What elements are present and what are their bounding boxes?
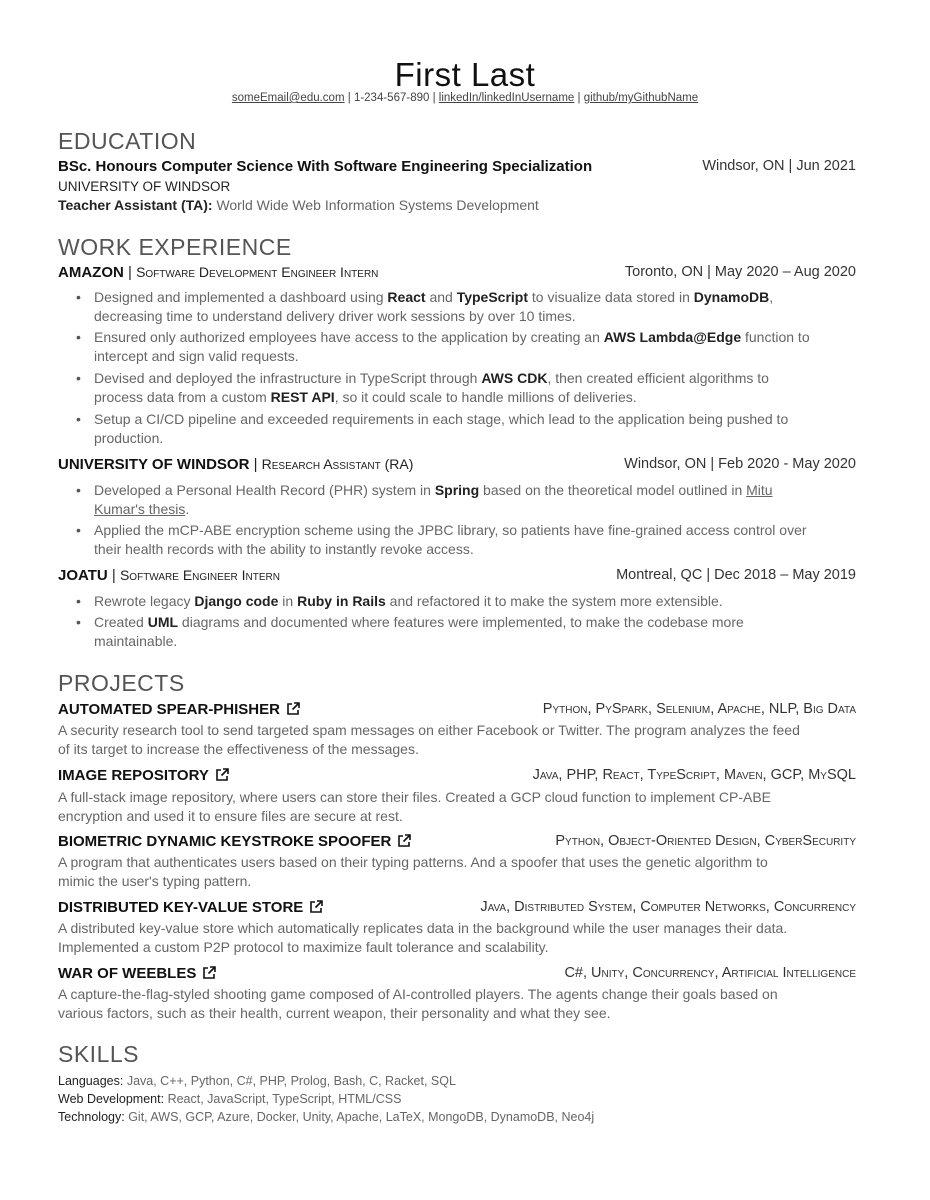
skill-line: Languages: Java, C++, Python, C#, PHP, Prolog, Bash, C, Racket, SQL — [58, 1074, 456, 1088]
job-role: Software Development Engineer Intern — [136, 264, 379, 280]
project-description: A full-stack image repository, where users can store their files. Created a GCP cloud function to implement CP-ABE encryption and used it to ensure files are secure at rest. — [58, 789, 772, 824]
projects-heading: PROJECTS — [58, 670, 185, 696]
job-bullet: • Devised and deployed the infrastructure in TypeScript through AWS CDK, then created efficient algorithms to process data from a custom REST API, so it could scale to handle millions of deliveries. — [94, 369, 854, 407]
work-heading: WORK EXPERIENCE — [58, 234, 292, 260]
linkedin-link[interactable]: linkedIn/linkedInUsername — [438, 92, 575, 104]
job-bullet: • Rewrote legacy Django code in Ruby in Rails and refactored it to make the system more extensible. — [94, 592, 854, 611]
skill-line: Technology: Git, AWS, GCP, Azure, Docker, Unity, Apache, LaTeX, MongoDB, DynamoDB, Neo4j — [58, 1110, 595, 1124]
project-row — [58, 899, 856, 921]
skills-heading: SKILLS — [58, 1041, 139, 1067]
external-link-icon[interactable] — [202, 966, 216, 980]
job-bullet: • Applied the mCP-ABE encryption scheme using the JPBC library, so patients have fine-grained access control over their health records with the ability to instantly revoke access. — [94, 521, 854, 559]
school-name: UNIVERSITY OF WINDSOR — [58, 179, 231, 194]
project-tech: Python, Object-Oriented Design, CyberSecurity — [555, 833, 856, 849]
education-location-date: Windsor, ON | Jun 2021 — [702, 158, 856, 174]
job-location-date: Montreal, QC | Dec 2018 – May 2019 — [616, 567, 856, 583]
project-title: AUTOMATED SPEAR-PHISHER — [58, 701, 280, 718]
thesis-link[interactable]: Mitu — [746, 482, 773, 498]
project-tech: Java, Distributed System, Computer Networks, Concurrency — [480, 899, 856, 915]
project-description: A program that authenticates users based on their typing patterns. And a spoofer that uses the genetic algorithm to mimic the user's typing pattern. — [58, 854, 768, 889]
project-row — [58, 833, 856, 855]
project-title: IMAGE REPOSITORY — [58, 767, 209, 784]
job-bullet: • Designed and implemented a dashboard using React and TypeScript to visualize data stored in DynamoDB, decreasing time to understand delivery driver work sessions by over 10 times. — [94, 288, 854, 326]
project-description: A distributed key-value store which automatically replicates data in the background while the user manages their data. Implemented a custom P2P protocol to maximize fault tolerance and scalability. — [58, 920, 788, 955]
education-heading: EDUCATION — [58, 128, 197, 154]
external-link-icon[interactable] — [397, 834, 411, 848]
job-role: Research Assistant (RA) — [261, 456, 414, 472]
job-bullet: • Ensured only authorized employees have access to the application by creating an AWS Lambda@Edge function to intercept and sign valid requests. — [94, 328, 854, 366]
github-link[interactable]: github/myGithubName — [583, 92, 699, 104]
contact-line: someEmail@edu.com | 1-234-567-890 | linkedIn/linkedInUsername | github/myGithubName — [231, 92, 699, 104]
project-description: A capture-the-flag-styled shooting game composed of AI-controlled players. The agents change their goals based on various factors, such as their health, current weapon, their personality and what they see. — [58, 986, 778, 1021]
ta-line — [58, 197, 539, 213]
project-row — [58, 965, 856, 987]
job-org: UNIVERSITY OF WINDSOR — [58, 456, 250, 473]
skill-line: Web Development: React, JavaScript, TypeScript, HTML/CSS — [58, 1092, 402, 1106]
resume-name: First Last — [394, 56, 536, 93]
job-location-date: Toronto, ON | May 2020 – Aug 2020 — [624, 264, 856, 280]
project-tech: Java, PHP, React, TypeScript, Maven, GCP, MySQL — [532, 767, 856, 783]
external-link-icon[interactable] — [309, 900, 323, 914]
external-link-icon[interactable] — [215, 768, 229, 782]
job-bullet: • Developed a Personal Health Record (PHR) system in Spring based on the theoretical model outlined in Mitu Kumar's thesis. — [94, 481, 854, 519]
phone-number: 1-234-567-890 — [353, 92, 430, 104]
degree-title: BSc. Honours Computer Science With Software Engineering Specialization — [58, 158, 593, 175]
project-row — [58, 701, 856, 723]
job-bullet: • Setup a CI/CD pipeline and exceeded requirements in each stage, which lead to the application being pushed to production. — [94, 410, 854, 448]
project-row — [58, 767, 856, 789]
ta-label: Teacher Assistant (TA): — [58, 197, 213, 213]
project-tech: Python, PySpark, Selenium, Apache, NLP, Big Data — [542, 701, 856, 717]
external-link-icon[interactable] — [286, 702, 300, 716]
job-role: Software Engineer Intern — [119, 567, 280, 583]
education-row — [58, 158, 856, 180]
email-link[interactable]: someEmail@edu.com — [231, 92, 345, 104]
job-org: AMAZON — [58, 264, 124, 281]
job-org: JOATU — [58, 567, 108, 584]
job-row-joatu: JOATU | Software Engineer Intern Montreal, QC | Dec 2018 – May 2019 — [58, 567, 856, 584]
project-title: BIOMETRIC DYNAMIC KEYSTROKE SPOOFER — [58, 833, 392, 850]
project-title: DISTRIBUTED KEY-VALUE STORE — [58, 899, 304, 916]
thesis-link[interactable]: Kumar's thesis — [94, 501, 186, 517]
project-tech: C#, Unity, Concurrency, Artificial Intelligence — [564, 965, 856, 981]
job-row-amazon: AMAZON | Software Development Engineer Intern Toronto, ON | May 2020 – Aug 2020 — [58, 264, 856, 281]
job-location-date: Windsor, ON | Feb 2020 - May 2020 — [624, 456, 856, 472]
ta-course: World Wide Web Information Systems Development — [216, 197, 539, 213]
project-title: WAR OF WEEBLES — [58, 965, 197, 982]
job-row-uwindsor: UNIVERSITY OF WINDSOR | Research Assistant (RA) Windsor, ON | Feb 2020 - May 2020 — [58, 456, 856, 473]
project-description: A security research tool to send targeted spam messages on either Facebook or Twitter. The program analyzes the feed of its target to increase the effectiveness of the messages. — [58, 722, 800, 757]
job-bullet: • Created UML diagrams and documented where features were implemented, to make the codebase more maintainable. — [94, 613, 854, 651]
